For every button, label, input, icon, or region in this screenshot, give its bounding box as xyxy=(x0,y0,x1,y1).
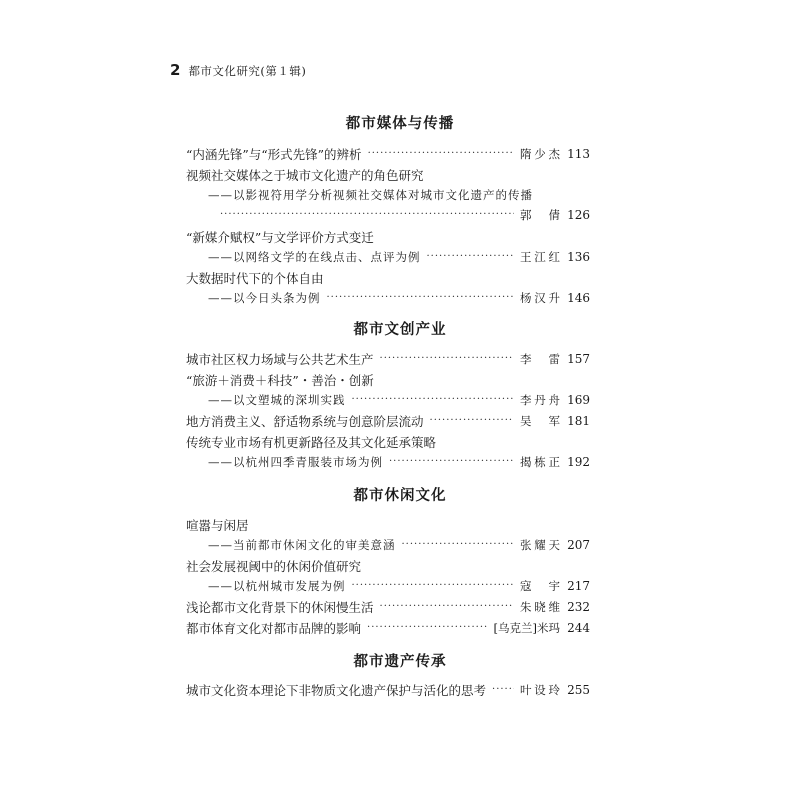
leader-dots xyxy=(220,208,514,222)
entry-title: 喧嚣与闲居 xyxy=(186,518,249,533)
entry-author: 隋少杰 xyxy=(520,147,560,161)
toc-entry-leader[interactable] xyxy=(220,206,590,224)
toc-subtitle xyxy=(208,186,590,204)
toc-entry[interactable] xyxy=(186,516,590,534)
entry-subtitle: ——当前都市休闲文化的审美意涵 xyxy=(208,538,396,552)
entry-author: 朱晓维 xyxy=(520,600,560,614)
entry-title: 浅论都市文化背景下的休闲慢生活 xyxy=(186,600,374,615)
entry-page: 192 xyxy=(567,455,590,469)
entry-subtitle: ——以网络文学的在线点击、点评为例 xyxy=(208,250,421,264)
toc-entry[interactable] xyxy=(186,619,590,637)
entry-author: 揭栋正 xyxy=(520,455,560,469)
entry-author: 杨汉升 xyxy=(520,291,560,305)
entry-title: 城市社区权力场域与公共艺术生产 xyxy=(186,352,374,367)
leader-dots xyxy=(492,683,514,697)
entry-title: 大数据时代下的个体自由 xyxy=(186,271,324,286)
entry-title: “内涵先锋”与“形式先锋”的辨析 xyxy=(186,147,362,162)
entry-page: 113 xyxy=(567,147,590,161)
entry-author: 寇 宇 xyxy=(520,579,560,593)
entry-page: 217 xyxy=(567,579,590,593)
section-title: 都市休闲文化 xyxy=(353,488,447,504)
entry-page: 181 xyxy=(567,414,590,428)
entry-author: 吴 军 xyxy=(520,414,560,428)
entry-page: 126 xyxy=(567,208,590,222)
entry-page: 136 xyxy=(567,250,590,264)
leader-dots xyxy=(367,621,488,635)
entry-page: 146 xyxy=(567,291,590,305)
leader-dots xyxy=(402,538,515,552)
toc-entry[interactable] xyxy=(186,350,590,368)
entry-page: 244 xyxy=(567,621,590,635)
entry-title: 社会发展视阈中的休闲价值研究 xyxy=(186,559,362,574)
entry-subtitle: ——以文塑城的深圳实践 xyxy=(208,393,346,407)
leader-dots xyxy=(368,147,514,161)
leader-dots xyxy=(352,393,515,407)
toc-subtitle[interactable] xyxy=(208,289,590,307)
section-title: 都市遗产传承 xyxy=(353,654,447,670)
section-title: 都市媒体与传播 xyxy=(345,116,455,132)
section-title: 都市文创产业 xyxy=(353,322,447,338)
entry-author: 李丹舟 xyxy=(520,393,560,407)
entry-author: [乌克兰]米玛 xyxy=(493,621,560,635)
toc-entry[interactable] xyxy=(186,557,590,575)
entry-page: 169 xyxy=(567,393,590,407)
entry-title: 城市文化资本理论下非物质文化遗产保护与活化的思考 xyxy=(186,683,487,698)
toc-entry[interactable] xyxy=(186,412,590,430)
entry-subtitle: ——以影视符用学分析视频社交媒体对城市文化遗产的传播 xyxy=(208,188,533,202)
entry-page: 157 xyxy=(567,352,590,366)
leader-dots xyxy=(380,600,514,614)
entry-author: 郭 倩 xyxy=(520,208,560,222)
entry-page: 255 xyxy=(567,683,590,697)
toc-entry[interactable] xyxy=(186,371,590,389)
running-title: 都市文化研究(第１辑) xyxy=(188,64,307,78)
toc-subtitle[interactable] xyxy=(208,536,590,554)
toc-entry[interactable] xyxy=(186,166,590,184)
entry-page: 207 xyxy=(567,538,590,552)
leader-dots xyxy=(327,291,515,305)
entry-title: 传统专业市场有机更新路径及其文化延承策略 xyxy=(186,435,437,450)
entry-title: “旅游＋消费＋科技”・善治・创新 xyxy=(186,373,374,388)
entry-author: 王江红 xyxy=(520,250,560,264)
toc-subtitle[interactable] xyxy=(208,248,590,266)
toc-entry[interactable] xyxy=(186,433,590,451)
entry-page: 232 xyxy=(567,600,590,614)
entry-title: 视频社交媒体之于城市文化遗产的角色研究 xyxy=(186,168,424,183)
entry-title: “新媒介赋权”与文学评价方式变迁 xyxy=(186,230,374,245)
leader-dots xyxy=(380,352,514,366)
leader-dots xyxy=(430,414,514,428)
entry-title: 地方消费主义、舒适物系统与创意阶层流动 xyxy=(186,414,424,429)
leader-dots xyxy=(352,579,515,593)
entry-title: 都市体育文化对都市品牌的影响 xyxy=(186,621,362,636)
toc-subtitle[interactable] xyxy=(208,577,590,595)
entry-author: 叶设玲 xyxy=(520,683,560,697)
toc-entry[interactable] xyxy=(186,269,590,287)
entry-author: 张耀天 xyxy=(520,538,560,552)
toc-subtitle[interactable] xyxy=(208,391,590,409)
entry-subtitle: ——以杭州城市发展为例 xyxy=(208,579,346,593)
toc-entry[interactable] xyxy=(186,598,590,616)
toc-entry[interactable] xyxy=(186,681,590,699)
toc-subtitle[interactable] xyxy=(208,453,590,471)
leader-dots xyxy=(389,455,514,469)
toc-entry[interactable] xyxy=(186,145,590,163)
entry-subtitle: ——以今日头条为例 xyxy=(208,291,321,305)
leader-dots xyxy=(427,250,515,264)
page-number: 2 xyxy=(170,61,181,79)
page-header xyxy=(170,61,306,79)
toc-entry[interactable] xyxy=(186,228,590,246)
entry-subtitle: ——以杭州四季青服装市场为例 xyxy=(208,455,383,469)
entry-author: 李 雷 xyxy=(520,352,560,366)
